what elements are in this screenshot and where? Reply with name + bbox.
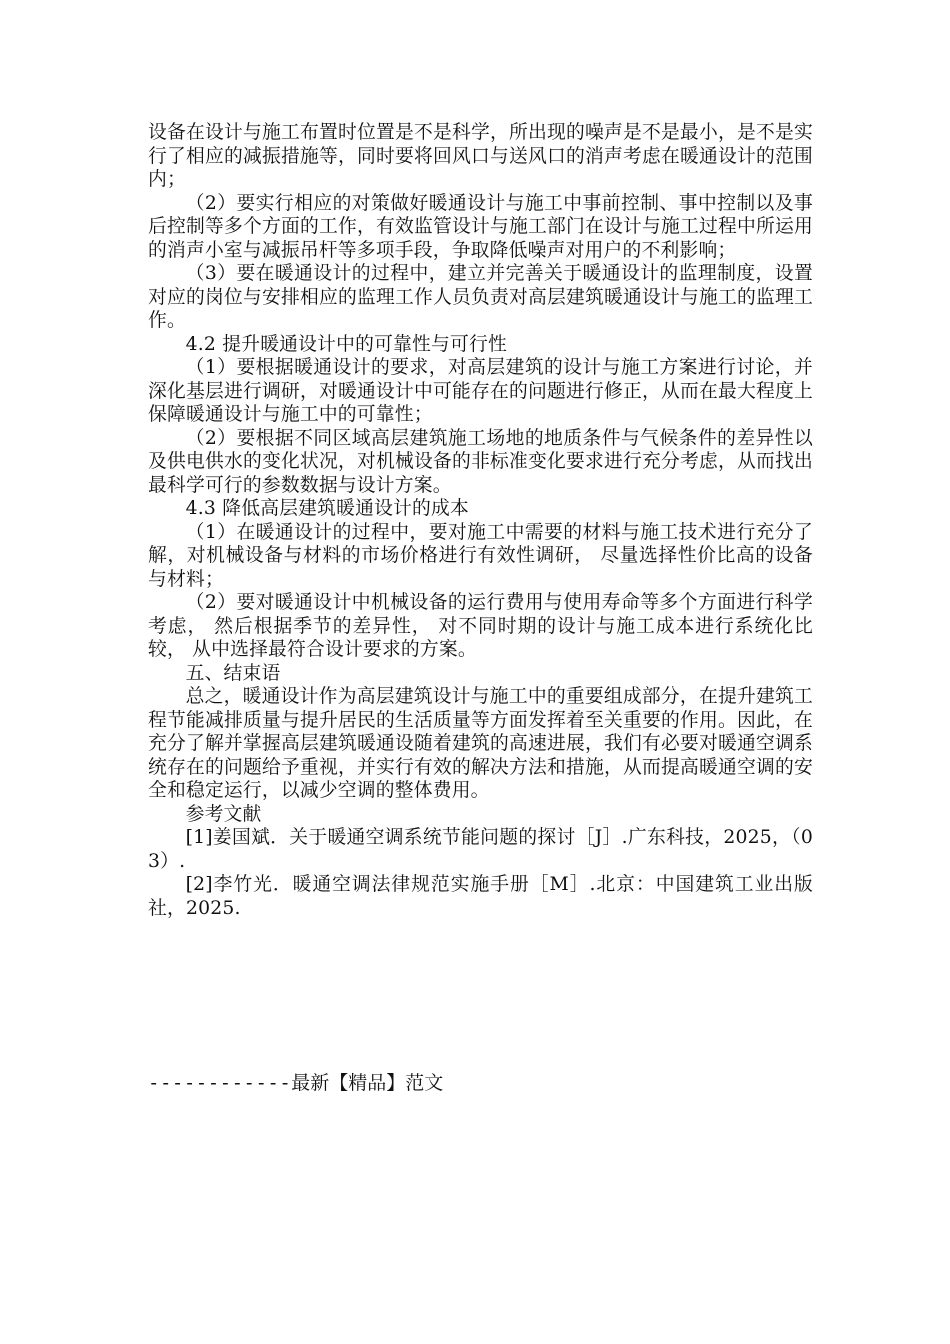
paragraph-item-3-supervision: （3）要在暖通设计的过程中，建立并完善关于暖通设计的监理制度，设置对应的岗位与安排相应的监理工作人员负责对高层建筑暖通设计与施工的监理工作。 [148, 263, 813, 331]
footer-dashes: ------------ [148, 1072, 292, 1094]
document-body [148, 121, 813, 920]
paragraph-noise-check: 设备在设计与施工布置时位置是不是科学，所出现的噪声是不是最小，是不是实行了相应的减振措施等，同时要将回风口与送风口的消声考虑在暖通设计的范围内； [148, 122, 813, 190]
paragraph-4-2-item-2: （2）要根据不同区域高层建筑施工场地的地质条件与气候条件的差异性以及供电供水的变化状况，对机械设备的非标准变化要求进行充分考虑，从而找出最科学可行的参数数据与设计方案。 [148, 427, 813, 496]
footer-text: 最新【精品】范文 [291, 1072, 444, 1094]
section-heading-4-2: 4.2 提升暖通设计中的可靠性与可行性 [185, 333, 507, 355]
reference-item-1: [1]姜国斌．关于暖通空调系统节能问题的探讨［J］.广东科技，2025，（03）. [148, 827, 813, 872]
paragraph-conclusion: 总之，暖通设计作为高层建筑设计与施工中的重要组成部分，在提升建筑工程节能减排质量与提升居民的生活质量等方面发挥着至关重要的作用。因此，在充分了解并掌握高层建筑暖通设随着建筑的高速进展，我们有必要对暖通空调系统存在的问题给予重视，并实行有效的解决方法和措施，从而提高暖通空调的安全和稳定运行，以减少空调的整体费用。 [148, 686, 813, 801]
paragraph-4-2-item-1: （1）要根据暖通设计的要求，对高层建筑的设计与施工方案进行讨论，并深化基层进行调研，对暖通设计中可能存在的问题进行修正，从而在最大程度上保障暖通设计与施工中的可靠性； [148, 357, 813, 425]
paragraph-4-3-item-2: （2）要对暖通设计中机械设备的运行费用与使用寿命等多个方面进行科学考虑， 然后根据季节的差异性， 对不同时期的设计与施工成本进行系统化比较， 从中选择最符合设计要求的方案。 [148, 592, 813, 660]
reference-item-2: [2]李竹光．暖通空调法律规范实施手册［M］.北京：中国建筑工业出版社，2025. [148, 874, 813, 919]
paragraph-item-2-control: （2）要实行相应的对策做好暖通设计与施工中事前控制、事中控制以及事后控制等多个方面的工作，有效监管设计与施工部门在设计与施工过程中所运用的消声小室与减振吊杆等多项手段，争取降低噪声对用户的不利影响； [148, 192, 813, 261]
document-footer [148, 1071, 813, 1095]
section-heading-4-3: 4.3 降低高层建筑暖通设计的成本 [185, 498, 469, 519]
paragraph-4-3-item-1: （1）在暖通设计的过程中，要对施工中需要的材料与施工技术进行充分了解，对机械设备与材料的市场价格进行有效性调研， 尽量选择性价比高的设备与材料； [148, 521, 813, 590]
references-heading: 参考文献 [185, 803, 262, 825]
section-heading-conclusion: 五、结束语 [185, 662, 281, 684]
